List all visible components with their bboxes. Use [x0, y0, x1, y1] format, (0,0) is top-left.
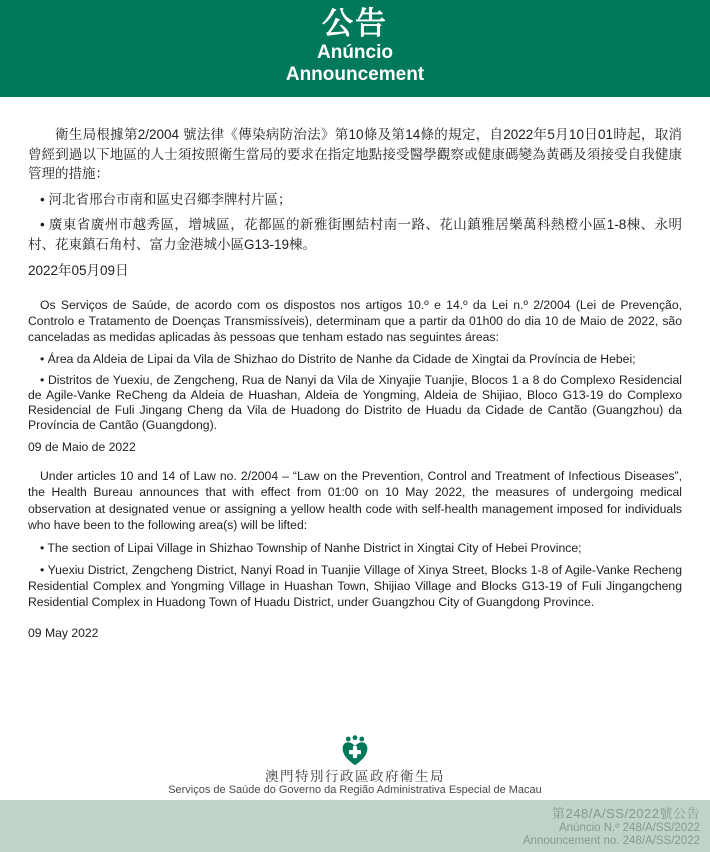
announcement-header-banner — [0, 0, 710, 97]
portuguese-date: 09 de Maio de 2022 — [28, 439, 136, 454]
agency-name-zh: 澳門特別行政區政府衛生局 — [265, 769, 445, 784]
english-paragraph: Under articles 10 and 14 of Law no. 2/2004 – “Law on the Prevention, Control and Treatment of Infectious Diseases”, the Health Bureau announces that with effect from 01:00 on 10 May 2022, the measures of undergoing medical observation at designated venue or assigning a yellow health code with self-health management imposed for individuals who have been to the following area(s) will be lifted: — [28, 468, 682, 532]
chinese-paragraph: 衛生局根據第2/2004 號法律《傳染病防治法》第10條及第14條的規定，自2022年5月10日01時起，取消曾經到過以下地區的人士須按照衛生當局的要求在指定地點接受醫學觀察或健康碼變為黃碼及須接受自我健康管理的措施： — [28, 127, 682, 181]
chinese-bullet-hebei: • 河北省邢台市南和區史召鄉李牌村片區； — [40, 191, 292, 207]
agency-footer — [0, 735, 710, 800]
chinese-date: 2022年05月09日 — [28, 263, 129, 278]
page-title-pt: Anúncio — [317, 42, 393, 63]
health-bureau-heart-cross-icon — [340, 735, 370, 767]
reference-number-zh: 第248/A/SS/2022號公告 — [552, 806, 700, 821]
page-title-en: Announcement — [285, 64, 425, 85]
announcement-body — [0, 125, 710, 641]
english-bullet-hebei: • The section of Lipai Village in Shizhao Township of Nanhe District in Xingtai City of Hebei Province; — [40, 540, 582, 555]
english-bullet-guangdong: • Yuexiu District, Zengcheng District, Nanyi Road in Tuanjie Village of Xinya Street, Blocks 1-8 of Agile-Vanke Recheng Residential Complex and Yongming Village in Huashan Town, Shijiao Village and Blocks G13-19 of Fuli Jingangcheng Residential Complex in Huadong Town of Huadu District, under Guangzhou City of Guangdong Province. — [28, 562, 682, 609]
reference-number-pt: Anúncio N.º 248/A/SS/2022 — [558, 822, 700, 834]
portuguese-bullet-guangdong: • Distritos de Yuexiu, de Zengcheng, Rua de Nanyi da Vila de Xinyajie Tuanjie, Blocos 1 a 8 do Complexo Residencial de Agile-Vanke ReCheng da Aldeia de Huashan, Aldeia de Yongming, Aldeia de Shijiao, Bloco G13-19 do Complexo Residencial de Fuli Jingang Cheng da Vila de Huadong do Distrito de Huadu da Cidade de Cantão (Guangzhou) da Província de Cantão (Guangdong). — [28, 372, 682, 432]
portuguese-bullet-hebei: • Área da Aldeia de Lipai da Vila de Shizhao do Distrito de Nanhe da Cidade de Xingtai da Província de Hebei; — [40, 351, 636, 366]
agency-name-pt: Serviços de Saúde do Governo da Região Administrativa Especial de Macau — [168, 784, 542, 796]
english-date: 09 May 2022 — [28, 625, 99, 640]
chinese-bullet-guangdong: • 廣東省廣州市越秀區，增城區，花都區的新雅街團結村南一路、花山鎮雅居樂萬科熱橙小區1-8棟、永明村、花東鎮石角村、富力金港城小區G13-19棟。 — [28, 217, 682, 252]
page-title-zh: 公告 — [322, 6, 388, 41]
portuguese-paragraph: Os Serviços de Saúde, de acordo com os dispostos nos artigos 10.º e 14.º da Lei n.º 2/2004 (Lei de Prevenção, Controlo e Tratamento de Doenças Transmissíveis), determinam que a partir da 01h00 do dia 10 de Maio de 2022, são canceladas as medidas aplicadas às pessoas que tenham estado nas seguintes áreas: — [28, 297, 682, 344]
reference-number-bar — [0, 800, 710, 852]
reference-number-en: Announcement no. 248/A/SS/2022 — [522, 835, 700, 847]
